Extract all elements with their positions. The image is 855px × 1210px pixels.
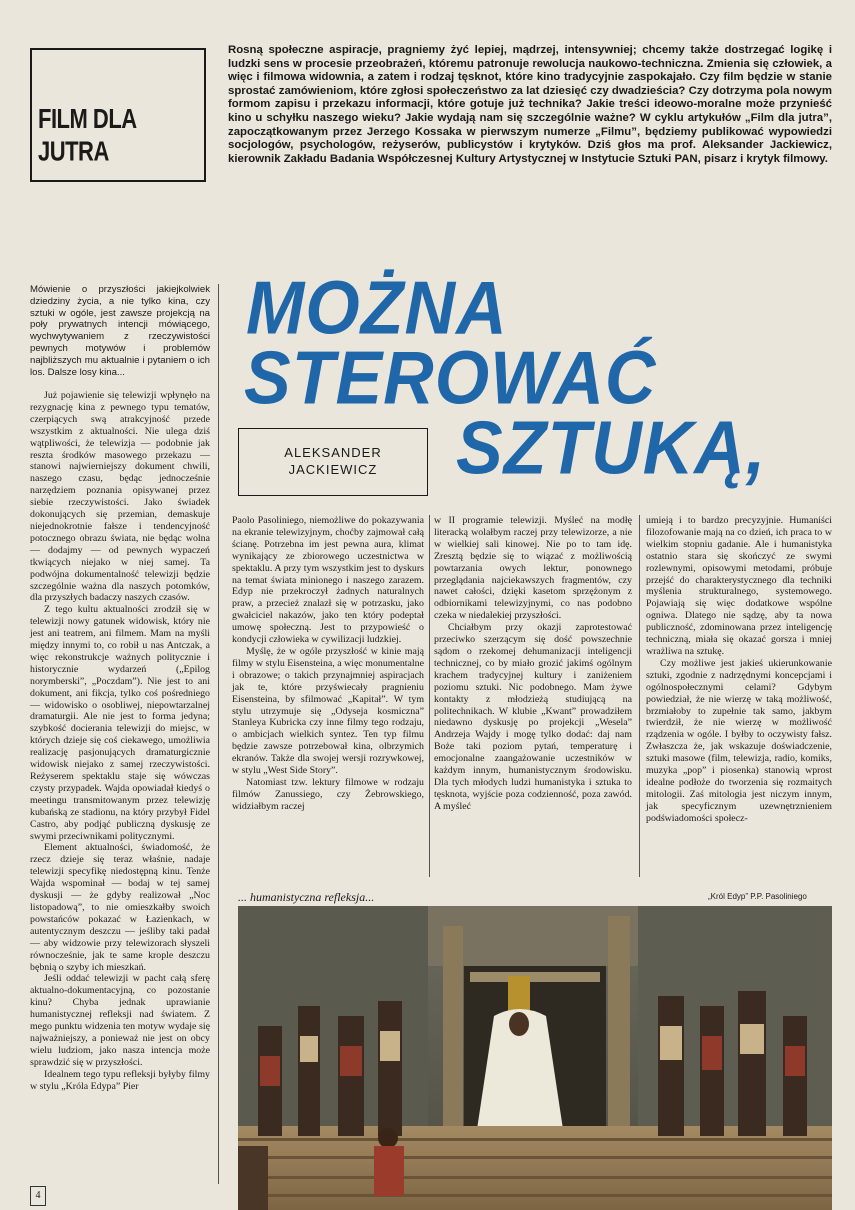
article-column-1 [30,390,210,1092]
paragraph: umieją i to bardzo precyzyjnie. Humaniści filozofowanie mają na co dzień, ich praca to w wielkim stopniu gadanie. Ale i humanistyka ostatnio stara się skończyć ze swymi rozlewnymi, opisowymi metodami, próbuje przejść do charakterystycznego dla techniki myślenia strukturalnego, systemowego. Pojawiają się więc dodatkowe wspólne ogniwa. Dlatego nie sądzę, aby ta nowa publiczność, zdominowana przez inteligencję techniczną, miała się okazać gorsza i mniej wrażliwa na sztukę. [646,515,832,657]
paragraph: Natomiast tzw. lektury filmowe w rodzaju filmów Zanussiego, czy Żebrowskiego, widziałbym raczej [232,776,424,812]
column-rule [639,515,640,877]
page-number: 4 [30,1186,46,1206]
headline-line-2: STEROWAĆ [244,335,657,420]
headline-line-3: SZTUKĄ, [456,405,767,490]
photo-caption-left: ... humanistyczna refleksja... [238,890,375,904]
paragraph: Z tego kultu aktualności zrodził się w telewizji nowy gatunek widowisk, który nie jest ani teatrem, ani filmem. Mam na myśli między innymi to, co robił u nas Antczak, a więc rekonstrukcje ważnych politycznie i historycznie wydarzeń („Epilog norymberski”, „Poczdam”). Nie jest to ani dokument, ani fikcja, tylko coś pośredniego — widowisko o osobliwej, niepowtarzalnej dramaturgii. Ale nie jest to forma jedyna; szybkość docierania telewizji do miejsc, w których dzieje się coś ciekawego, umożliwia realizację pasjonujących dramaturgicznie widowisk niejako z samej rzeczywistości. Reżyserem spektaklu staje się wówczas czysty przypadek. Wajda opowiadał kiedyś o meetingu transmitowanym przez telewizję kubańską ze stadionu, na który przybył Fidel Castro, aby podjąć publiczną dyskusję ze swymi przeciwnikami politycznymi. [30,604,210,842]
paragraph: Czy możliwe jest jakieś ukierunkowanie sztuki, zgodnie z nadrzędnymi koncepcjami i ogólnospołecznymi celami? Gdybym powiedział, że nie wierzę w taką możliwość, brzmiałoby to zupełnie tak samo, jakbym twierdził, że nie wierzę w możliwość rządzenia w ogóle. I byłby to oczywisty fałsz. Zwłaszcza że, jak wskazuje doświadczenie, sztuki masowe (film, telewizja, radio, komiks, muzyka „pop” i piosenka) stanowią wprost idealne podłoże do tworzenia się rozmaitych mitologii. Zaś mitologia jest niczym innym, jak specyficznym uzewnętrznieniem podświadomości społecz- [646,657,832,824]
article-column-4 [646,515,832,825]
lead-paragraph: Mówienie o przyszłości jakiejkolwiek dziedziny życia, a nie tylko kina, czy sztuki w ogóle, jest zawsze projekcją na poły prywatnych intencji mówiącego, wychwytywaniem z rzeczywistości pewnych motywów i problemów najbliższych mu aktualnie i pytaniem o ich los. Dalsze losy kina... [30,284,210,378]
paragraph: Paolo Pasoliniego, niemożliwe do pokazywania na ekranie telewizyjnym, choćby zajmował całą ścianę. Potrzebna im jest pewna aura, klimat wynikający ze zbiorowego uczestnictwa w spektaklu. A przy tym wszystkim jest to dyskurs na temat świata minionego i naszego zarazem. Edyp nie przekroczył żadnych naturalnych praw, a przecież znalazł się w potrzasku, jako gwałciciel nakazów, jako ten który podeptał umowę społeczną. Jest to przypowieść o kondycji człowieka w cywilizacji ludzkiej. [232,515,424,646]
intro-paragraph: Rosną społeczne aspiracje, pragniemy żyć lepiej, mądrzej, intensywniej; chcemy także dostrzegać logikę i ludzki sens w procesie przeobrażeń, któremu patronuje rewolucja naukowo-techniczna. Zmienia się człowiek, a więc i filmowa widownia, a zatem i rodzaj tęsknot, które kino tradycyjnie zaspokajało. Czy film będzie w stanie sprostać zamówieniom, które zgłosi społeczeństwo za lat dziesięć czy dwadzieścia? Czy dotrzyma pola nowym formom zapisu i przekazu informacji, które gotuje już technika? Jakie treści ideowo-moralne może przynieść kino u schyłku naszego wieku? Jakie wydają nam się szczególnie ważne? W cyklu artykułów „Film dla jutra”, zapoczątkowanym przez Jerzego Kossaka w pierwszym numerze „Filmu”, będziemy publikować wypowiedzi socjologów, psychologów, reżyserów, publicystów i krytyków. Dziś głos ma prof. Aleksander Jackiewicz, kierownik Zakładu Badania Współczesnej Kultury Artystycznej w Instytucie Sztuki PAN, pisarz i krytyk filmowy. [228,44,832,165]
author-last-name: JACKIEWICZ [288,462,378,477]
paragraph: Element aktualności, świadomość, że rzecz dzieje się teraz właśnie, nadaje telewizji specyfikę niedostępną kinu. Tenże Wajda wspominał — bodaj w tej samej dyskusji — że gdyby realizował „Noc listopadową”, to nie omieszkałby swoich powstańców pokazać w Łazienkach, w autentycznym deszczu — jeśliby taki padał — aby widzowie przy telewizorach słyszeli równocześnie, jak te same krople deszczu bębnią o szyby ich mieszkań. [30,842,210,973]
photo-caption-right: „Król Edyp” P.P. Pasoliniego [708,892,807,901]
article-column-2 [232,515,424,813]
section-label: FILM DLA JUTRA [38,103,136,167]
paragraph: Jeśli oddać telewizji w pacht całą sferę aktualno-dokumentacyjną, co pozostanie kinu? Chyba jednak uprawianie humanistycznej refleksji nad światem. Z mego punktu widzenia ten motyw wydaje się najważniejszy, a ponieważ nie jest on obcy wielu ludziom, jako nasza intencja może sprawdzić się w przyszłości. [30,973,210,1068]
headline-line-1: MOŻNA [246,265,508,350]
paragraph: Idealnem tego typu refleksji byłyby filmy w stylu „Króla Edypa” Pier [30,1068,210,1092]
paragraph: w II programie telewizji. Myśleć na modłę literacką wolałbym raczej przy telewizorze, a nie w wielkiej sali kinowej. Nie po to tam idę. Zresztą będzie się to wiązać z możliwością powtarzania owych lektur, ponownego przeglądania najciekawszych fragmentów, czy nawet całości, dzięki kasetom sprzężonym z odbiornikami telewizyjnymi, co nas podobno czeka w niedalekiej przyszłości. [434,515,632,622]
paragraph: Już pojawienie się telewizji wpłynęło na rezygnację kina z pewnego typu tematów, czerpiących swą atrakcyjność przede wszystkim z aktualności. Nie ulega dziś wątpliwości, że telewizja — podobnie jak reszta środków masowego przekazu — stanowi najwierniejszy dokument chwili, naszego czasu, będąc jednocześnie narzędziem poznania opisywanej przez siebie rzeczywistości. Jako świadek dokonujących się przemian, demaskuje niejednokrotnie fałsze i tendencyjność potocznego obrazu świata, nie będąc wolna — dodajmy — od pewnych wypaczeń tkwiących niejako w niej samej. Ta podwójna dokumentalność telewizji będzie szczególnie ważna dla naszych potomków, dla przyszłych badaczy naszych czasów. [30,390,210,604]
article-column-3 [434,515,632,813]
film-still-illustration [238,906,832,1210]
section-label-box [30,48,206,182]
paragraph: Myślę, że w ogóle przyszłość w kinie mają filmy w stylu Eisensteina, a więc monumentalne i obrazowe; o takich przynajmniej aspiracjach jak te, które przyświecały pragnieniu Eisensteina, by sfilmować „Kapitał”. W tym stylu utrzymuje się „Odyseja kosmiczna” Stanleya Kubricka czy inne filmy tego rodzaju, o ambicjach wielkich syntez. Ten typ filmu będzie zawsze potrzebował kina, olbrzymich ekranów. Także dla swojej wersji rozrywkowej, w stylu „West Side Story”. [232,645,424,777]
column-rule [429,515,430,877]
author-first-name: ALEKSANDER [284,445,382,460]
column-rule [218,284,219,1184]
author-box [238,428,428,496]
paragraph: Chciałbym przy okazji zaprotestować przeciwko szerzącym się dość powszechnie sądom o rzekomej dehumanizacji inteligencji technicznej, co by miało grozić jakimś ogólnym krachem tradycyjnej kultury i zaniżeniem poziomu sztuki. Nic podobnego. Mam żywe kontakty z młodzieżą studiującą na politechnikach. W klubie „Kwant” prowadziłem niedawno dyskusję po projekcji „Wesela” Andrzeja Wajdy i mogę tylko dodać: daj nam Boże taki poziom pytań, temperaturę i emocjonalne zaangażowanie uczestników w każdym innym, humanistycznym środowisku. Dla tych młodych ludzi humanistyka i sztuka to tęsknota, wyjście poza codzienność, poza zawód. A myśleć [434,622,632,812]
film-still-photo [238,906,832,1210]
